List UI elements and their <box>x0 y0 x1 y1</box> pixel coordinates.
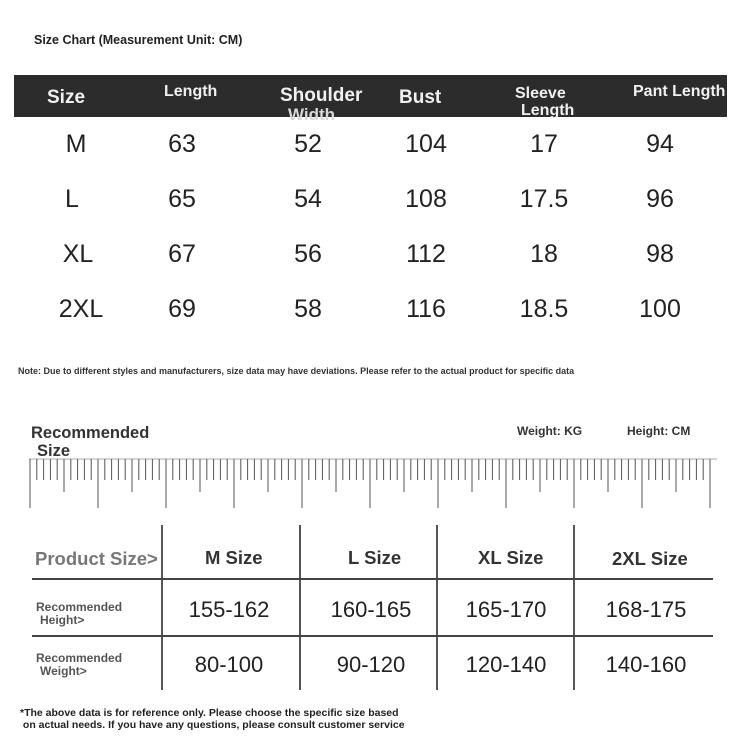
cell-sleeve: 17.5 <box>519 185 569 213</box>
cell-size: XL <box>62 240 94 268</box>
cell-sleeve: 18.5 <box>519 295 569 323</box>
height-2xl: 168-175 <box>605 597 687 622</box>
footnote <box>20 707 405 731</box>
cell-shoulder: 56 <box>294 240 322 268</box>
weight-label-line1: Recommended <box>36 651 123 665</box>
cell-bust: 104 <box>405 130 447 158</box>
footnote-line1: *The above data is for reference only. Please choose the specific size based <box>20 707 399 719</box>
table-row <box>14 117 727 172</box>
table-row <box>14 227 727 282</box>
cell-bust: 116 <box>406 295 446 323</box>
size-header-2xl: 2XL Size <box>612 548 688 569</box>
header-sleeve-line2: Length <box>521 102 575 119</box>
cell-shoulder: 58 <box>294 295 322 323</box>
height-m: 155-162 <box>188 597 270 622</box>
recommended-size-table <box>32 525 715 690</box>
weight-xl: 120-140 <box>465 652 547 677</box>
recommended-weight-label <box>36 652 122 678</box>
deviation-note: Note: Due to different styles and manufacturers, size data may have deviations. Please refer to the actual product for specific data <box>18 366 575 376</box>
header-sleeve-length <box>515 85 574 119</box>
weight-m: 80-100 <box>194 652 264 677</box>
header-pant-length: Pant Length <box>633 83 726 100</box>
height-xl: 165-170 <box>465 597 547 622</box>
recommended-size-title <box>31 424 149 460</box>
divider <box>573 525 575 690</box>
height-l: 160-165 <box>330 597 412 622</box>
weight-l: 90-120 <box>336 652 406 677</box>
cell-shoulder: 54 <box>294 185 322 213</box>
table-row <box>14 172 727 227</box>
divider <box>161 525 163 690</box>
ruler-graphic <box>29 458 717 510</box>
cell-pant: 96 <box>646 185 674 213</box>
footnote-line2: on actual needs. If you have any questions, please consult customer service <box>20 719 405 731</box>
weight-unit-label: Weight: KG <box>517 424 583 438</box>
size-header-xl: XL Size <box>478 547 544 568</box>
weight-label-line2: Weight> <box>40 664 87 678</box>
divider <box>32 635 713 637</box>
header-bust: Bust <box>399 87 442 108</box>
header-length: Length <box>164 83 218 100</box>
page-title: Size Chart (Measurement Unit: CM) <box>34 33 243 47</box>
recommended-title-line2: Size <box>37 442 71 460</box>
height-label-line2: Height> <box>40 613 85 627</box>
recommended-height-label <box>36 601 122 627</box>
cell-length: 65 <box>168 185 196 213</box>
cell-size: L <box>65 185 79 213</box>
height-unit-label: Height: CM <box>627 424 691 438</box>
size-header-l: L Size <box>348 547 402 568</box>
cell-length: 63 <box>168 130 196 158</box>
table-row <box>14 282 727 337</box>
recommended-title-line1: Recommended <box>31 424 150 442</box>
product-size-label: Product Size> <box>35 548 158 569</box>
header-shoulder-line1: Shoulder <box>280 85 363 106</box>
divider <box>32 578 713 580</box>
height-label-line1: Recommended <box>36 600 123 614</box>
cell-pant: 98 <box>646 240 674 268</box>
cell-bust: 108 <box>405 185 447 213</box>
cell-size: 2XL <box>58 295 104 323</box>
cell-pant: 94 <box>646 130 674 158</box>
size-header-m: M Size <box>205 547 263 568</box>
cell-pant: 100 <box>639 295 681 323</box>
cell-size: M <box>65 130 87 158</box>
size-chart-table <box>14 75 727 337</box>
size-chart-header <box>14 75 727 124</box>
divider <box>436 525 438 690</box>
header-shoulder-line2: Width <box>288 105 336 124</box>
cell-sleeve: 17 <box>530 130 558 158</box>
cell-sleeve: 18 <box>530 240 558 268</box>
weight-2xl: 140-160 <box>605 652 687 677</box>
cell-length: 69 <box>168 295 196 323</box>
cell-bust: 112 <box>406 240 446 268</box>
cell-shoulder: 52 <box>294 130 322 158</box>
header-sleeve-line1: Sleeve <box>515 85 566 102</box>
header-size: Size <box>47 87 86 108</box>
cell-length: 67 <box>168 240 196 268</box>
divider <box>299 525 301 690</box>
